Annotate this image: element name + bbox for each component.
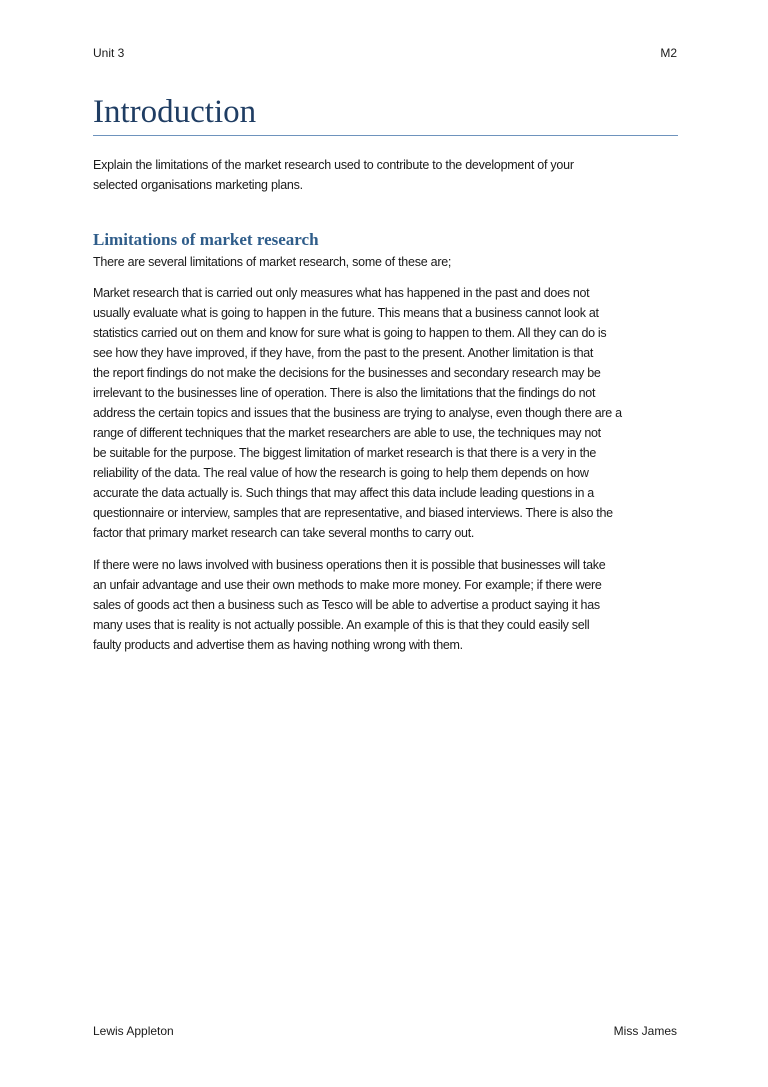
paragraph-line: be suitable for the purpose. The biggest limitation of market research is that there is a very in the — [93, 446, 597, 460]
paragraph-line: many uses that is reality is not actually possible. An example of this is that they could easily sell — [93, 618, 590, 632]
intro-line: selected organisations marketing plans. — [93, 178, 303, 192]
body-paragraph-2 — [93, 555, 678, 655]
paragraph-line: an unfair advantage and use their own methods to make more money. For example; if there were — [93, 578, 602, 592]
paragraph-line: questionnaire or interview, samples that are representative, and biased interviews. There is also the — [93, 506, 613, 520]
page-footer — [93, 1024, 677, 1040]
paragraph-line: irrelevant to the businesses line of operation. There is also the limitations that the findings do not — [93, 386, 596, 400]
page-title: Introduction — [93, 92, 678, 136]
paragraph-line: Market research that is carried out only measures what has happened in the past and does not — [93, 286, 590, 300]
paragraph-line: factor that primary market research can take several months to carry out. — [93, 526, 475, 540]
footer-teacher: Miss James — [613, 1024, 677, 1038]
paragraph-line: faulty products and advertise them as having nothing wrong with them. — [93, 638, 463, 652]
paragraph-line: the report findings do not make the decisions for the businesses and secondary research may be — [93, 366, 601, 380]
paragraph-line: reliability of the data. The real value of how the research is going to help them depends on how — [93, 466, 589, 480]
paragraph-line: sales of goods act then a business such as Tesco will be able to advertise a product saying it has — [93, 598, 600, 612]
intro-line: Explain the limitations of the market research used to contribute to the development of your — [93, 158, 574, 172]
section-lead: There are several limitations of market research, some of these are; — [93, 255, 452, 269]
paragraph-line: If there were no laws involved with business operations then it is possible that businesses will take — [93, 558, 606, 572]
paragraph-line: range of different techniques that the market researchers are able to use, the techniques may not — [93, 426, 601, 440]
paragraph-line: usually evaluate what is going to happen in the future. This means that a business cannot look at — [93, 306, 599, 320]
header-criteria: M2 — [660, 46, 677, 60]
paragraph-line: see how they have improved, if they have, from the past to the present. Another limitation is that — [93, 346, 594, 360]
paragraph-line: address the certain topics and issues that the business are trying to analyse, even though there are a — [93, 406, 622, 420]
paragraph-line: statistics carried out on them and know for sure what is going to happen to them. All they can do is — [93, 326, 607, 340]
section-heading: Limitations of market research — [93, 230, 319, 249]
footer-author: Lewis Appleton — [93, 1024, 174, 1038]
paragraph-line: accurate the data actually is. Such things that may affect this data include leading questions in a — [93, 486, 594, 500]
intro-paragraph — [93, 155, 678, 195]
page-header — [93, 46, 677, 62]
body-paragraph-1 — [93, 283, 678, 543]
header-unit: Unit 3 — [93, 46, 125, 60]
